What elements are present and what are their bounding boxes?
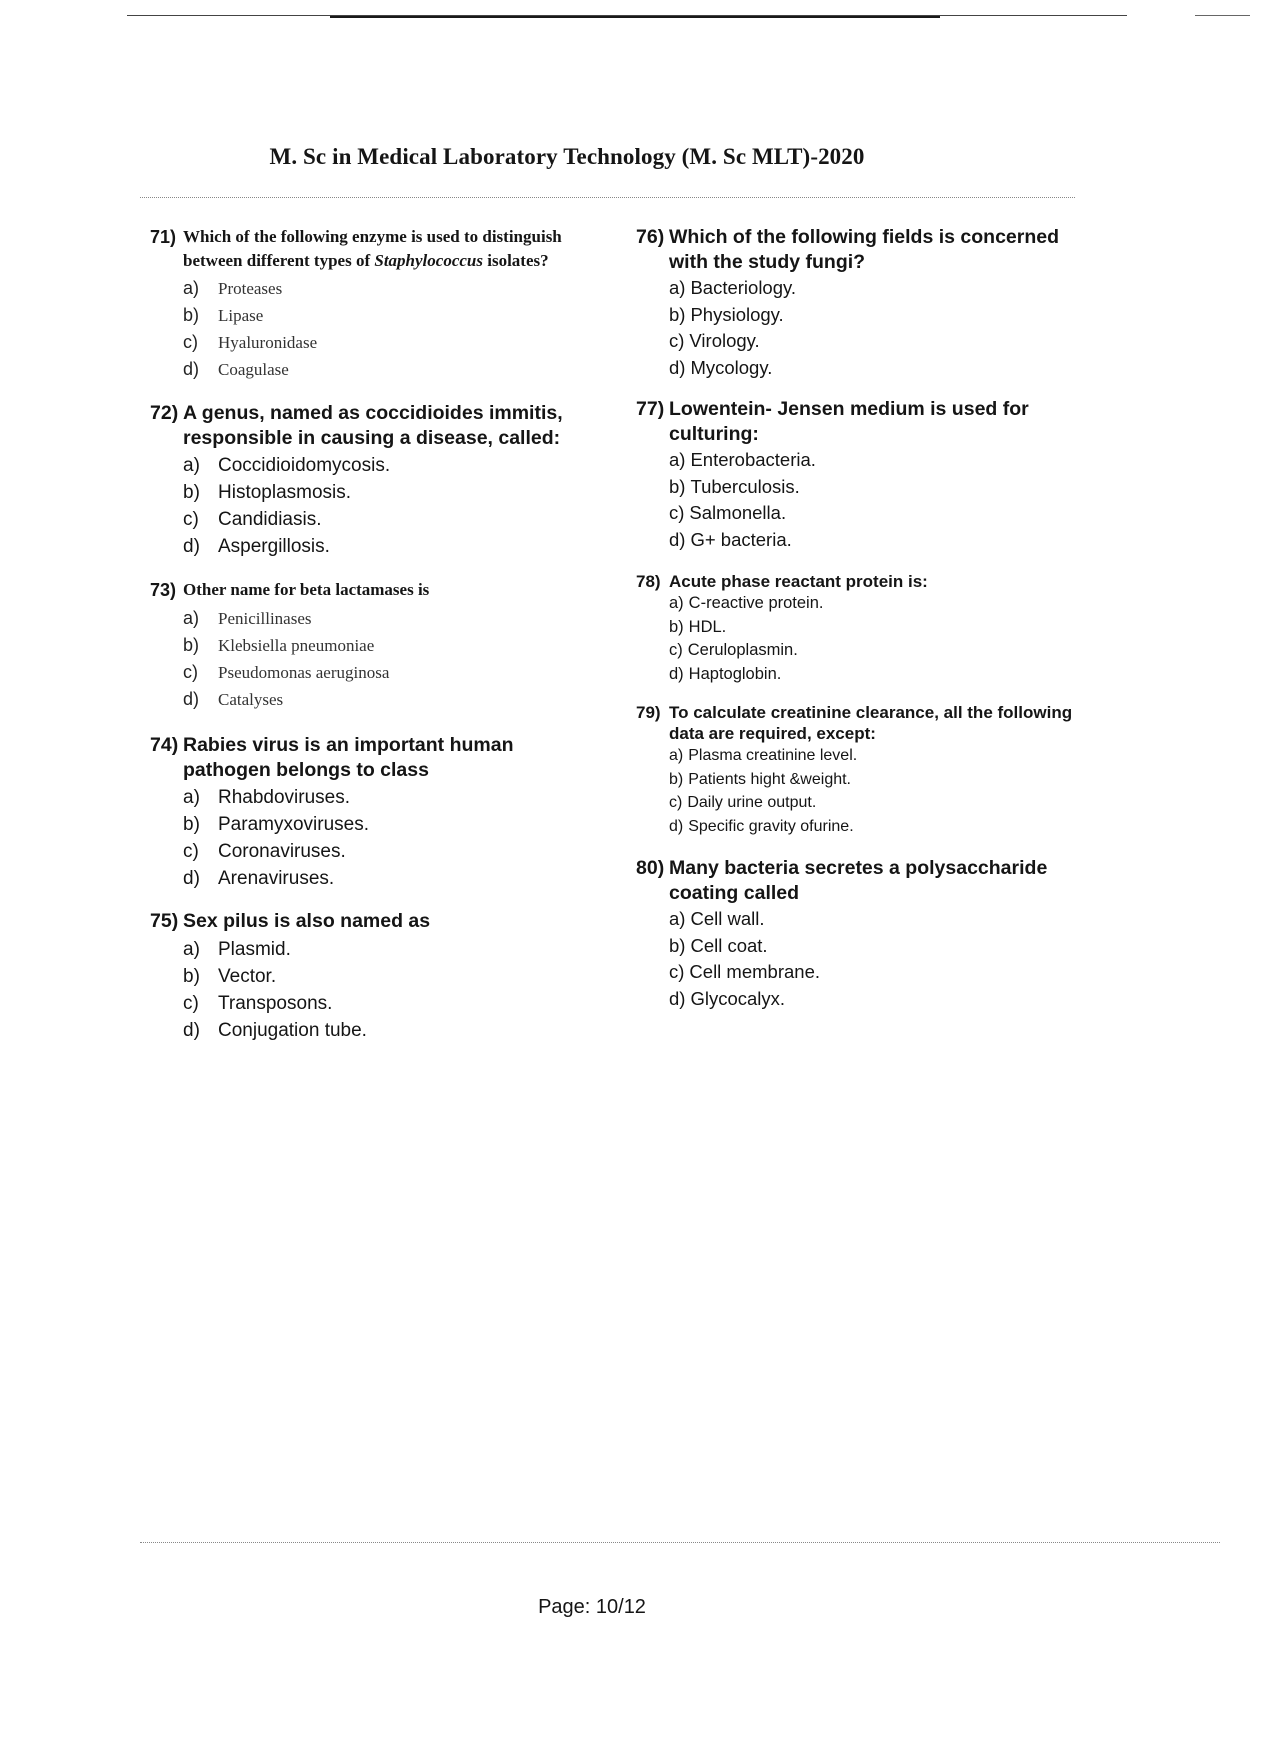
question-text: Lowentein- Jensen medium is used for culturing: [669, 398, 1029, 445]
question-text: Many bacteria secretes a polysaccharide coating called [669, 857, 1048, 904]
option-b [636, 474, 1086, 501]
option-list [150, 784, 590, 892]
option-c [636, 639, 1086, 663]
option-list [150, 452, 590, 560]
option-c [636, 328, 1086, 355]
option-letter: a) [183, 787, 200, 808]
option-letter: c) [183, 662, 198, 682]
option-letter: a) [669, 449, 686, 470]
option-letter: b) [669, 617, 684, 636]
question-text: Other name for beta lactamases is [183, 580, 430, 599]
option-d [150, 356, 590, 383]
option-list [636, 592, 1086, 686]
option-a [150, 936, 590, 963]
option-b [636, 933, 1086, 960]
option-text: Catalyses [218, 690, 284, 709]
question-79 [636, 702, 1086, 838]
question-stem [150, 909, 590, 934]
top-scan-line-dark [330, 16, 940, 18]
question-stem [636, 702, 1086, 744]
option-letter: d) [669, 528, 686, 550]
document-title: M. Sc in Medical Laboratory Technology (M. Sc MLT)-2020 [269, 144, 865, 169]
option-text: Coronaviruses. [218, 841, 346, 862]
option-letter: b) [183, 635, 200, 655]
question-stem [150, 733, 590, 783]
question-text: Rabies virus is an important human pathogen belongs to class [183, 734, 514, 781]
question-text-italic: Staphylococcus [374, 251, 483, 270]
option-b [150, 632, 590, 659]
option-letter: c) [183, 509, 199, 530]
option-letter: c) [183, 332, 198, 352]
option-d [636, 355, 1086, 382]
option-text: Specific gravity ofurine. [688, 817, 854, 835]
question-73 [150, 578, 590, 713]
question-number: 72) [150, 402, 179, 424]
option-a [636, 906, 1086, 933]
option-b [150, 963, 590, 990]
option-text: Cell wall. [690, 908, 765, 929]
question-72 [150, 401, 590, 560]
option-text: Bacteriology. [690, 277, 797, 298]
option-letter: c) [669, 330, 685, 351]
option-a [636, 447, 1086, 474]
option-text: Coccidioidomycosis. [218, 455, 391, 476]
question-80 [636, 856, 1086, 1012]
option-letter: a) [669, 908, 686, 929]
option-letter: d) [669, 987, 686, 1009]
option-a [636, 592, 1086, 616]
option-text: Enterobacteria. [690, 449, 816, 470]
option-a [150, 784, 590, 811]
question-text-part: Which of the following enzyme is used to distinguish between different types of [183, 227, 562, 270]
option-text: C-reactive protein. [688, 594, 824, 612]
option-letter: a) [183, 455, 200, 476]
option-d [636, 663, 1086, 687]
question-stem [636, 225, 1086, 274]
option-text: Daily urine output. [687, 794, 817, 811]
right-question-column [636, 225, 1086, 1012]
option-c [150, 329, 590, 356]
question-stem [636, 856, 1086, 905]
option-text: Glycocalyx. [690, 987, 786, 1009]
option-c [150, 990, 590, 1017]
option-letter: d) [669, 817, 684, 835]
option-text: G+ bacteria. [690, 528, 792, 550]
option-letter: c) [669, 794, 683, 811]
option-c [150, 506, 590, 533]
option-letter: c) [183, 993, 199, 1014]
question-number: 75) [150, 910, 179, 932]
option-text: Arenaviruses. [218, 868, 335, 889]
option-text: Vector. [218, 966, 277, 987]
option-letter: d) [669, 664, 684, 683]
option-text: Haptoglobin. [688, 664, 782, 683]
question-stem [636, 397, 1086, 446]
option-text: Coagulase [218, 360, 289, 379]
option-d [150, 1017, 590, 1044]
option-letter: c) [669, 641, 683, 659]
question-number: 79) [636, 703, 661, 722]
question-76 [636, 225, 1086, 381]
option-letter: b) [183, 482, 200, 503]
question-text [183, 225, 590, 273]
option-d [636, 815, 1086, 839]
option-b [636, 616, 1086, 640]
left-question-column [150, 225, 590, 1044]
option-letter: a) [183, 278, 200, 298]
question-78 [636, 571, 1086, 686]
option-letter: d) [183, 689, 200, 709]
option-letter: a) [669, 594, 684, 612]
question-stem [636, 571, 1086, 592]
question-text: To calculate creatinine clearance, all the following data are required, except: [669, 703, 1073, 743]
option-letter: a) [669, 277, 686, 298]
option-letter: a) [183, 608, 200, 628]
option-text: Candidiasis. [218, 509, 322, 530]
option-text: HDL. [688, 617, 727, 636]
option-letter: b) [669, 770, 684, 788]
option-letter: a) [183, 939, 200, 960]
question-75 [150, 909, 590, 1044]
option-a [150, 452, 590, 479]
question-stem [150, 401, 590, 451]
option-c [150, 659, 590, 686]
option-list [636, 275, 1086, 381]
question-text: A genus, named as coccidioides immitis, responsible in causing a disease, called: [183, 402, 563, 449]
footer-divider [140, 1542, 1220, 1543]
option-text: Physiology. [690, 303, 784, 325]
option-letter: d) [183, 359, 200, 379]
option-text: Plasma creatinine level. [688, 747, 858, 764]
option-text: Klebsiella pneumoniae [218, 636, 375, 655]
question-74 [150, 733, 590, 892]
option-text: Conjugation tube. [218, 1020, 367, 1041]
option-d [636, 986, 1086, 1013]
option-letter: d) [183, 536, 200, 557]
question-number: 77) [636, 398, 665, 420]
question-text-part: isolates? [482, 251, 549, 270]
option-text: Paramyxoviruses. [218, 814, 369, 835]
option-text: Salmonella. [689, 502, 787, 523]
option-letter: b) [183, 966, 200, 987]
question-text: Acute phase reactant protein is: [669, 572, 928, 591]
option-letter: d) [183, 868, 200, 889]
option-text: Hyaluronidase [218, 333, 318, 352]
option-list [636, 744, 1086, 838]
option-text: Plasmid. [218, 939, 291, 960]
option-letter: b) [669, 934, 686, 956]
option-list [150, 275, 590, 383]
option-b [150, 302, 590, 329]
option-list [636, 447, 1086, 553]
question-77 [636, 397, 1086, 553]
option-list [150, 936, 590, 1044]
option-text: Virology. [689, 330, 760, 351]
option-a [636, 275, 1086, 302]
option-text: Transposons. [218, 993, 333, 1014]
option-c [636, 791, 1086, 815]
option-b [150, 811, 590, 838]
option-letter: c) [669, 502, 685, 523]
option-text: Tuberculosis. [690, 475, 800, 497]
question-text: Which of the following fields is concerned with the study fungi? [669, 226, 1060, 273]
option-letter: a) [669, 747, 684, 764]
option-d [150, 865, 590, 892]
option-d [150, 533, 590, 560]
option-letter: c) [183, 841, 199, 862]
question-number: 73) [150, 580, 177, 600]
question-number: 76) [636, 226, 665, 248]
option-list [636, 906, 1086, 1012]
option-letter: d) [669, 356, 686, 378]
question-71 [150, 225, 590, 383]
question-number: 71) [150, 227, 177, 247]
question-stem [150, 578, 590, 602]
option-letter: b) [669, 475, 686, 497]
option-a [150, 275, 590, 302]
option-text: Ceruloplasmin. [687, 641, 798, 659]
option-text: Patients hight &weight. [688, 770, 851, 788]
option-a [150, 605, 590, 632]
option-text: Histoplasmosis. [218, 482, 352, 503]
option-text: Rhabdoviruses. [218, 787, 351, 808]
question-stem [150, 225, 590, 273]
option-text: Proteases [218, 279, 283, 298]
option-letter: b) [669, 303, 686, 325]
question-number: 80) [636, 857, 665, 879]
top-scan-line-right [1195, 15, 1250, 16]
option-list [150, 605, 590, 713]
question-text: Sex pilus is also named as [183, 910, 431, 932]
option-letter: d) [183, 1020, 200, 1041]
option-text: Aspergillosis. [218, 536, 330, 557]
option-letter: b) [183, 305, 200, 325]
option-d [636, 527, 1086, 554]
option-b [150, 479, 590, 506]
option-c [150, 838, 590, 865]
option-text: Mycology. [690, 356, 773, 378]
option-text: Lipase [218, 306, 264, 325]
option-text: Penicillinases [218, 609, 312, 628]
option-a [636, 744, 1086, 768]
option-c [636, 959, 1086, 986]
option-d [150, 686, 590, 713]
option-letter: c) [669, 961, 685, 982]
question-number: 78) [636, 572, 661, 591]
option-text: Pseudomonas aeruginosa [218, 663, 390, 682]
option-b [636, 768, 1086, 792]
option-c [636, 500, 1086, 527]
option-b [636, 302, 1086, 329]
question-number: 74) [150, 734, 179, 756]
page-number: Page: 10/12 [538, 1596, 646, 1618]
option-letter: b) [183, 814, 200, 835]
option-text: Cell coat. [690, 934, 768, 956]
title-divider [140, 197, 1075, 198]
option-text: Cell membrane. [689, 961, 820, 982]
